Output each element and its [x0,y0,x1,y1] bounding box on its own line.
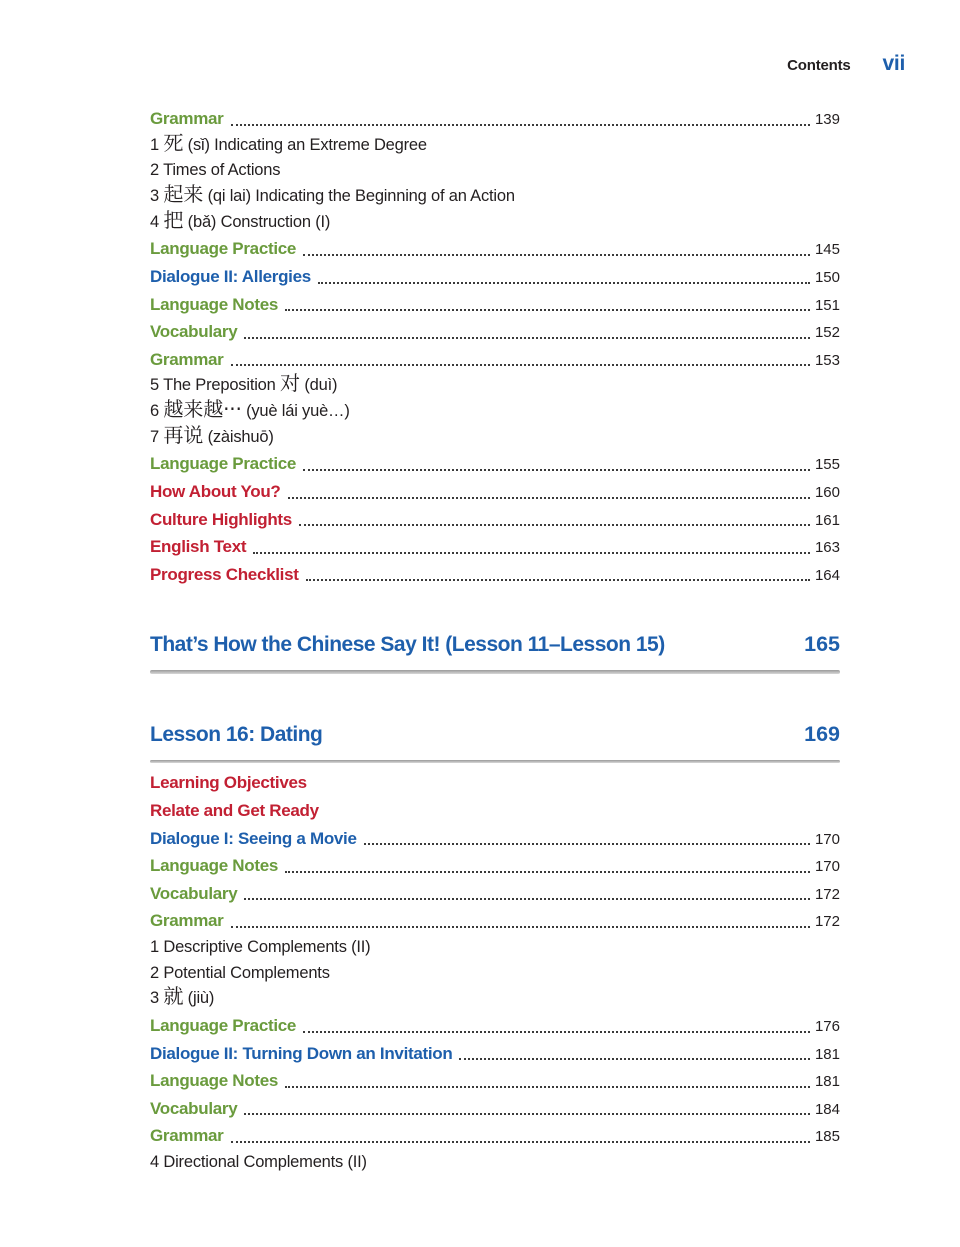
leader-dots [231,1141,810,1143]
toc-entry-page-number: 164 [814,566,840,584]
toc-entry-label: Language Practice [150,1015,297,1035]
toc-entry [150,1012,840,1040]
toc-entry [150,880,840,908]
chinese-characters: 就 [163,984,184,1009]
toc-entry [150,825,840,853]
running-header [787,52,905,76]
contents-label: Contents [787,57,851,74]
leader-dots [459,1058,810,1060]
toc-entry [150,1067,840,1095]
chinese-characters: 再说 [163,422,204,447]
toc-subitem: 3 起来 (qi lai) Indicating the Beginning of an Action [150,181,515,206]
leader-dots [285,871,810,873]
toc-entry-page-number: 172 [814,885,840,903]
toc-entry-page-number: 172 [814,913,840,931]
leader-dots [303,254,810,256]
toc-subitem: 2 Times of Actions [150,161,281,180]
toc-entry-page-number: 145 [814,241,840,259]
toc-entry [150,1095,840,1123]
toc-entry [150,263,840,291]
toc-entry-page-number: 160 [814,483,840,501]
toc-subitem: 4 把 (bǎ) Construction (I) [150,207,331,232]
toc-entry [150,561,840,589]
leader-dots [285,1086,810,1088]
toc-entry-label: Dialogue I: Seeing a Movie [150,828,357,848]
toc-entry [150,450,840,478]
toc-entry-label: How About You? [150,481,281,501]
toc-entry [150,235,840,263]
leader-dots [244,898,810,900]
leader-dots [244,1113,810,1115]
toc-subitem: 6 越来越··· (yuè lái yuè…) [150,397,350,421]
toc-entry-label: Language Notes [150,294,279,314]
heading-rule [150,670,840,674]
lesson-heading-title: Lesson 16: Dating [150,722,323,746]
leader-dots [306,579,810,581]
toc [150,105,840,1176]
toc-subitem: 2 Potential Complements [150,963,330,982]
lesson-heading-block [150,629,840,674]
toc-entry-page-number: 163 [814,539,840,557]
leader-dots [303,1031,810,1033]
toc-entry-page-number: 185 [814,1128,840,1146]
toc-entry-label: Language Practice [150,454,297,474]
toc-entry [150,318,840,346]
toc-entry-page-number: 181 [814,1045,840,1063]
toc-subitem: 3 就 (jiù) [150,984,215,1009]
toc-subitem: 5 The Preposition 对 (duì) [150,371,338,396]
toc-entry [150,346,840,374]
toc-entry-label: Grammar [150,1126,224,1146]
leader-dots [253,552,810,554]
leader-dots [364,843,810,845]
toc-entry-page-number: 176 [814,1017,840,1035]
toc-entry-label: Language Notes [150,1071,279,1091]
lesson-heading-page-number: 169 [804,721,840,746]
toc-entry [150,797,840,825]
chinese-characters: 死 [163,130,184,155]
lesson-heading-row [150,629,840,660]
toc-entry-label: Grammar [150,109,224,128]
toc-entry-page-number: 170 [814,858,840,876]
leader-dots [288,497,810,499]
toc-entry [150,1122,840,1150]
heading-rule [150,760,840,764]
toc-subitem: 1 Descriptive Complements (II) [150,937,371,956]
toc-entry [150,769,840,797]
toc-entry-label: Language Practice [150,239,297,259]
toc-entry [150,105,840,133]
toc-entry-label: English Text [150,537,247,557]
page-folio: vii [882,52,905,75]
leader-dots [299,524,810,526]
toc-entry-label: Grammar [150,911,224,931]
toc-subitem: 4 Directional Complements (II) [150,1152,367,1171]
toc-entry [150,291,840,319]
chinese-characters: 越来越··· [163,397,242,421]
chinese-characters: 起来 [163,181,204,206]
toc-entry-page-number: 152 [814,324,840,342]
toc-entry-label: Vocabulary [150,883,238,903]
toc-entry-label: Grammar [150,349,224,369]
lesson-heading-block [150,719,840,764]
toc-entry [150,506,840,534]
leader-dots [244,337,810,339]
toc-subitem: 7 再说 (zàishuō) [150,422,274,447]
toc-entry [150,907,840,935]
toc-entry-page-number: 151 [814,296,840,314]
toc-entry-page-number: 170 [814,830,840,848]
chinese-characters: 对 [280,371,300,396]
lesson-heading-title: That’s How the Chinese Say It! (Lesson 11–Lesson 15) [150,633,665,657]
toc-entry-label: Relate and Get Ready [150,800,319,820]
leader-dots [303,469,810,471]
toc-entry-label: Culture Highlights [150,509,292,529]
toc-entry [150,1040,840,1068]
toc-entry-label: Dialogue II: Turning Down an Invitation [150,1043,453,1063]
toc-entry-page-number: 155 [814,456,840,474]
toc-entry-label: Progress Checklist [150,564,299,584]
toc-entry-label: Vocabulary [150,322,238,342]
toc-entry-label: Learning Objectives [150,773,307,793]
leader-dots [231,124,810,126]
toc-entry-page-number: 150 [814,268,840,286]
toc-entry-label: Vocabulary [150,1098,238,1118]
lesson-heading-row [150,719,840,750]
leader-dots [231,926,810,928]
toc-entry-page-number: 139 [814,111,840,128]
chinese-characters: 把 [163,207,184,232]
toc-entry-page-number: 161 [814,511,840,529]
toc-entry-page-number: 184 [814,1100,840,1118]
leader-dots [318,282,810,284]
toc-entry-page-number: 153 [814,351,840,369]
toc-subitem: 1 死 (sǐ) Indicating an Extreme Degree [150,130,427,155]
lesson-heading-page-number: 165 [804,632,840,657]
toc-entry [150,533,840,561]
leader-dots [285,309,810,311]
toc-entry-label: Dialogue II: Allergies [150,266,311,286]
toc-entry [150,852,840,880]
toc-entry [150,478,840,506]
leader-dots [231,364,810,366]
toc-entry-page-number: 181 [814,1073,840,1091]
toc-entry-label: Language Notes [150,856,279,876]
